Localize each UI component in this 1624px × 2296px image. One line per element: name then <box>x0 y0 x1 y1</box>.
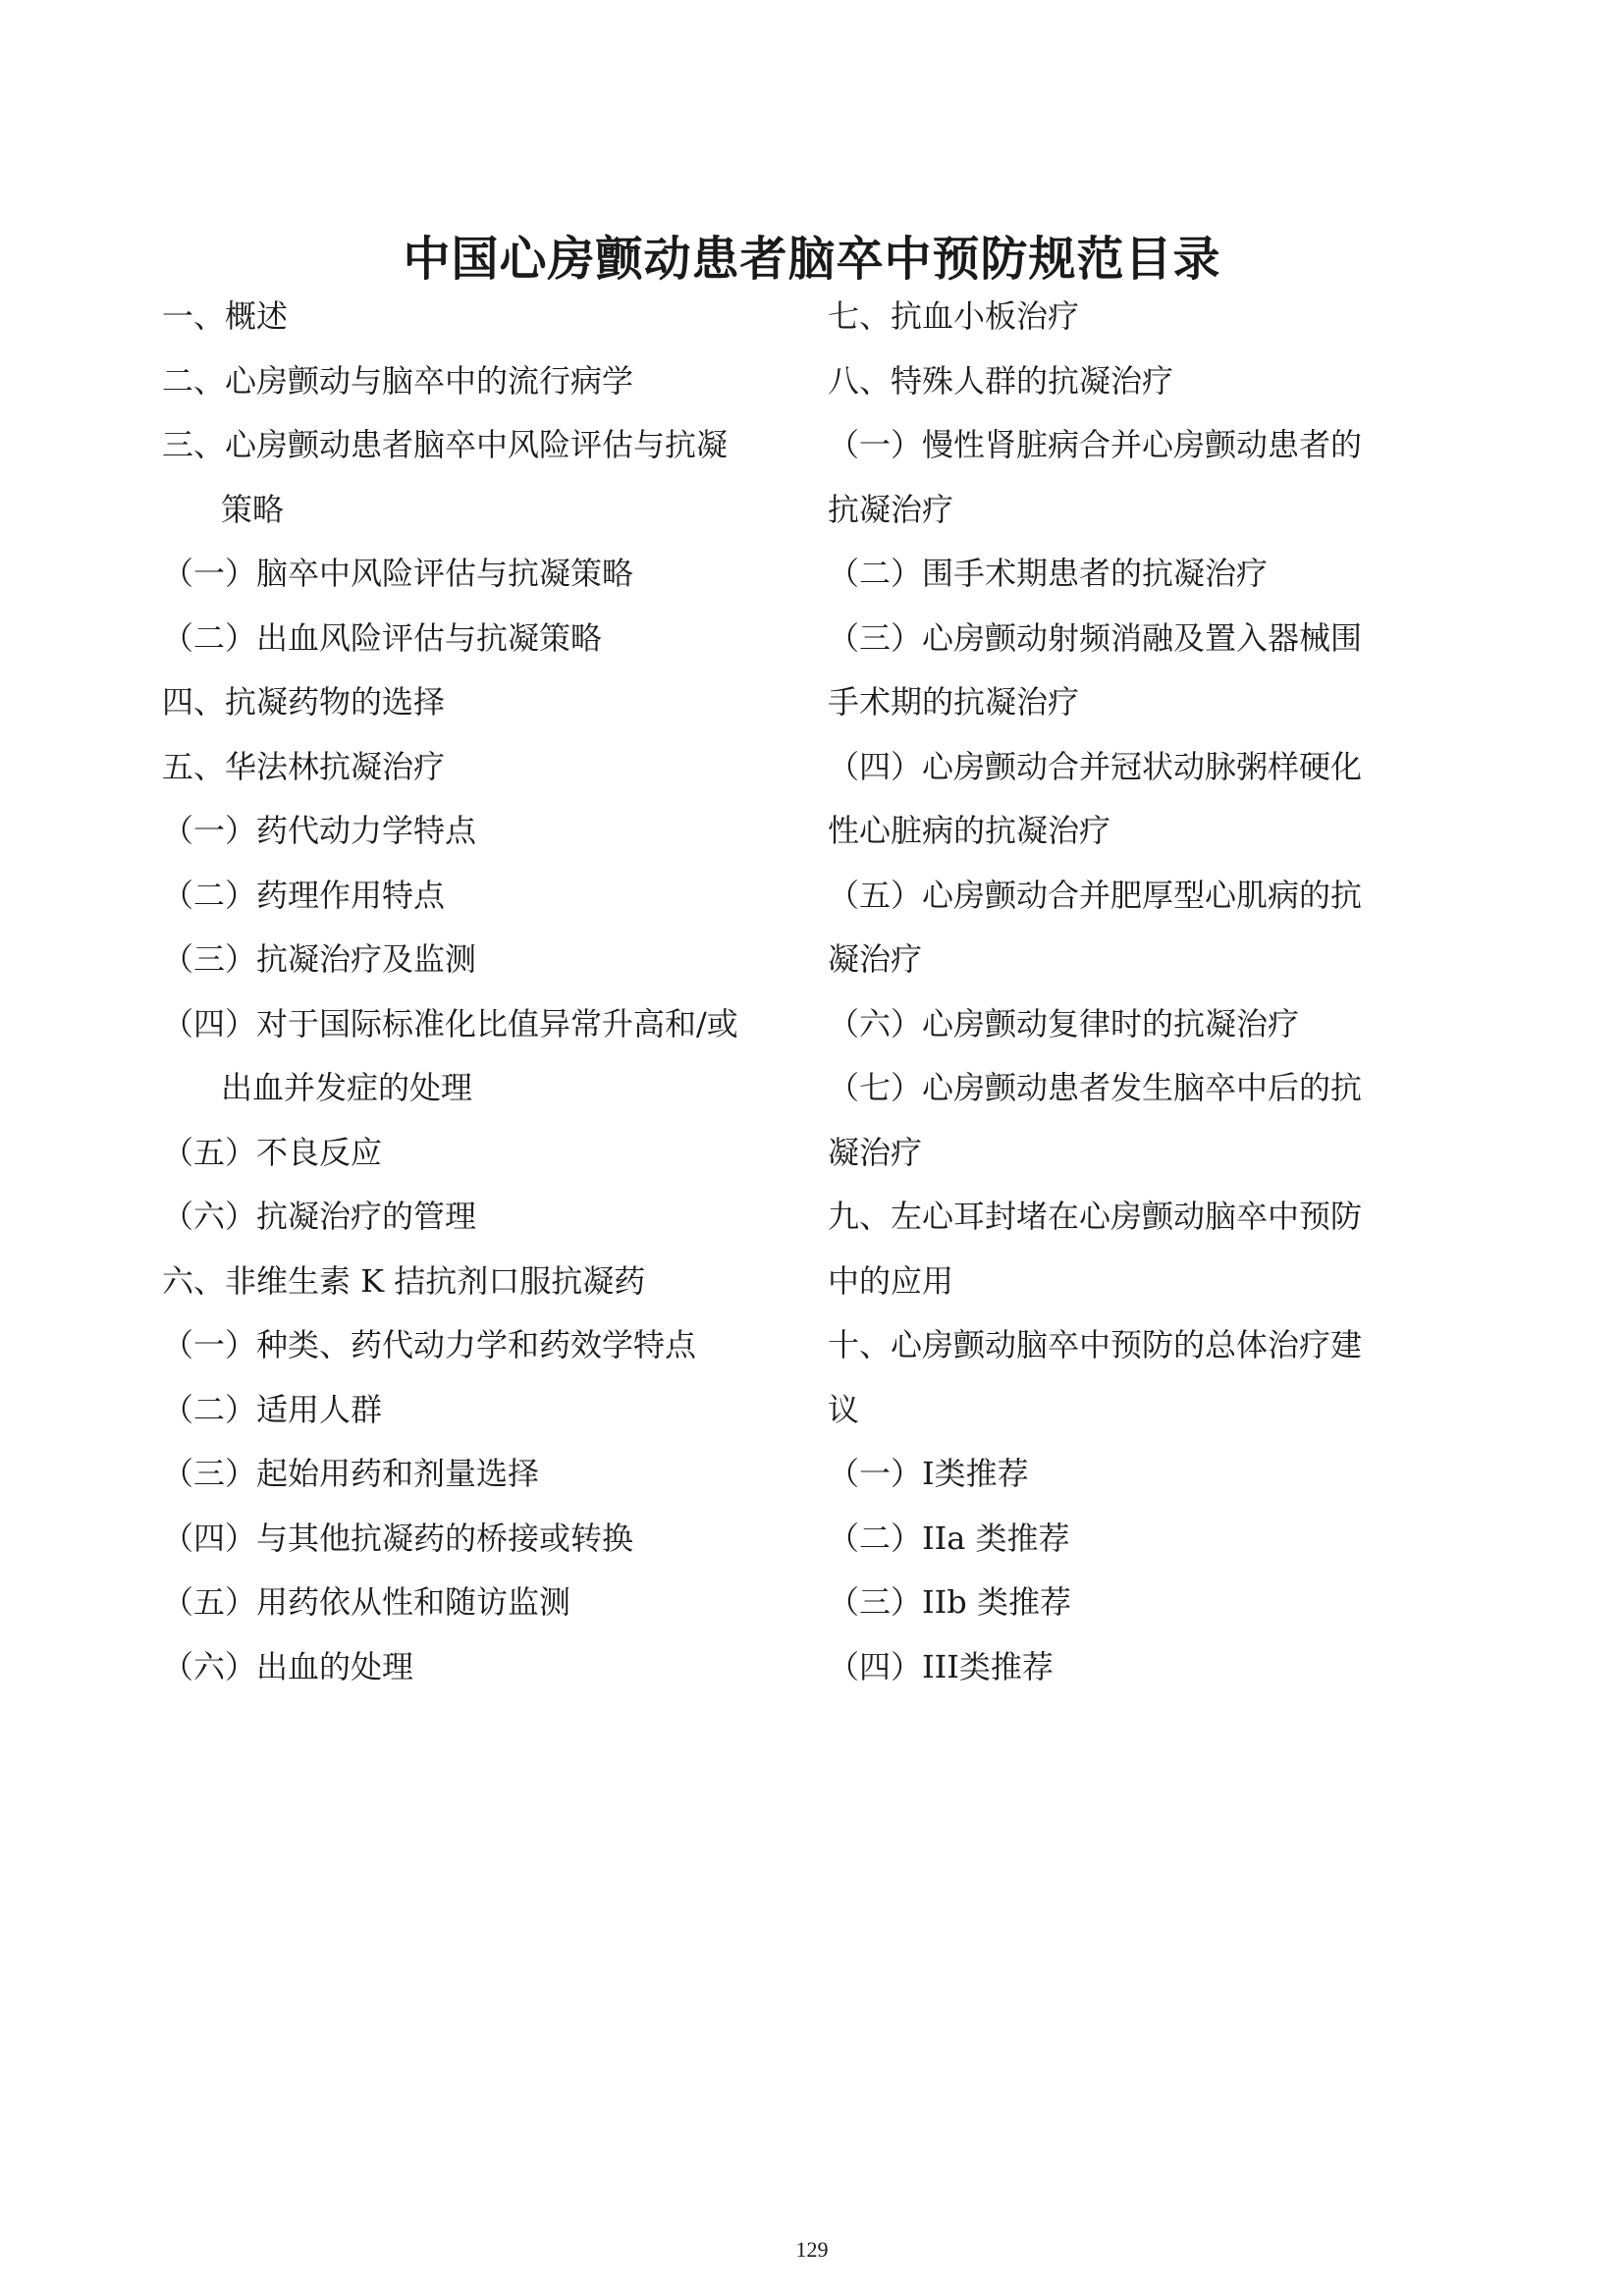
toc-entry: 抗凝治疗 <box>828 490 954 528</box>
toc-entry: （四）与其他抗凝药的桥接或转换 <box>162 1519 634 1557</box>
toc-entry: （二）药理作用特点 <box>162 876 446 914</box>
toc-entry: （六）出血的处理 <box>162 1647 414 1685</box>
toc-entry: （一）脑卒中风险评估与抗凝策略 <box>162 555 634 592</box>
toc-entry: （二）IIa 类推荐 <box>828 1519 1070 1557</box>
toc-left-column <box>162 285 771 1699</box>
toc-entry: 凝治疗 <box>828 1133 923 1171</box>
toc-entry: （三）心房颤动射频消融及置入器械围 <box>828 618 1363 657</box>
toc-entry: （三）起始用药和剂量选择 <box>162 1455 540 1492</box>
toc-entry: （二）出血风险评估与抗凝策略 <box>162 618 603 657</box>
toc-entry: （五）不良反应 <box>162 1133 383 1171</box>
toc-entry: （六）抗凝治疗的管理 <box>162 1198 477 1235</box>
toc-entry: 二、心房颤动与脑卒中的流行病学 <box>162 361 634 400</box>
toc-entry: （三）IIb 类推荐 <box>828 1583 1071 1621</box>
toc-entry: （一）I类推荐 <box>828 1455 1029 1492</box>
toc-entry: （二）适用人群 <box>162 1390 383 1428</box>
toc-entry: （一）慢性肾脏病合并心房颤动患者的 <box>828 426 1363 463</box>
toc-entry: 策略 <box>221 490 285 528</box>
toc-entry: 九、左心耳封堵在心房颤动脑卒中预防 <box>828 1198 1363 1235</box>
toc-right-column <box>828 285 1436 1699</box>
toc-entry: 议 <box>828 1390 860 1428</box>
toc-entry: （五）心房颤动合并肥厚型心肌病的抗 <box>828 876 1363 914</box>
toc-entry: （五）用药依从性和随访监测 <box>162 1583 571 1621</box>
page-number: 129 <box>795 2237 829 2262</box>
toc-entry: （四）心房颤动合并冠状动脉粥样硬化 <box>828 747 1363 785</box>
toc-entry: （二）围手术期患者的抗凝治疗 <box>828 555 1269 592</box>
toc-entry: （四）III类推荐 <box>828 1647 1054 1685</box>
toc-entry: 三、心房颤动患者脑卒中风险评估与抗凝 <box>162 426 729 463</box>
toc-entry: 中的应用 <box>828 1261 954 1300</box>
toc-entry: （一）种类、药代动力学和药效学特点 <box>162 1326 697 1363</box>
toc-entry: 一、概述 <box>162 297 289 335</box>
toc-entry: 十、心房颤动脑卒中预防的总体治疗建 <box>828 1326 1363 1363</box>
toc-entry: （七）心房颤动患者发生脑卒中后的抗 <box>828 1069 1363 1106</box>
toc-entry: 手术期的抗凝治疗 <box>828 683 1080 721</box>
toc-entry: 七、抗血小板治疗 <box>828 297 1080 335</box>
toc-entry: 凝治疗 <box>828 940 923 978</box>
toc-entry: 四、抗凝药物的选择 <box>162 683 446 721</box>
toc-entry: （六）心房颤动复律时的抗凝治疗 <box>828 1004 1300 1042</box>
toc-entry: 六、非维生素 K 拮抗剂口服抗凝药 <box>162 1261 646 1300</box>
toc-entry: 五、华法林抗凝治疗 <box>162 747 446 785</box>
page-title: 中国心房颤动患者脑卒中预防规范目录 <box>403 232 1221 288</box>
toc-entry: （三）抗凝治疗及监测 <box>162 940 477 978</box>
toc-entry: 性心脏病的抗凝治疗 <box>828 812 1111 849</box>
toc-entry: 出血并发症的处理 <box>221 1069 473 1106</box>
toc-entry: （一）药代动力学特点 <box>162 812 477 849</box>
toc-entry: （四）对于国际标准化比值异常升高和/或 <box>162 1004 738 1042</box>
toc-entry: 八、特殊人群的抗凝治疗 <box>828 361 1174 400</box>
